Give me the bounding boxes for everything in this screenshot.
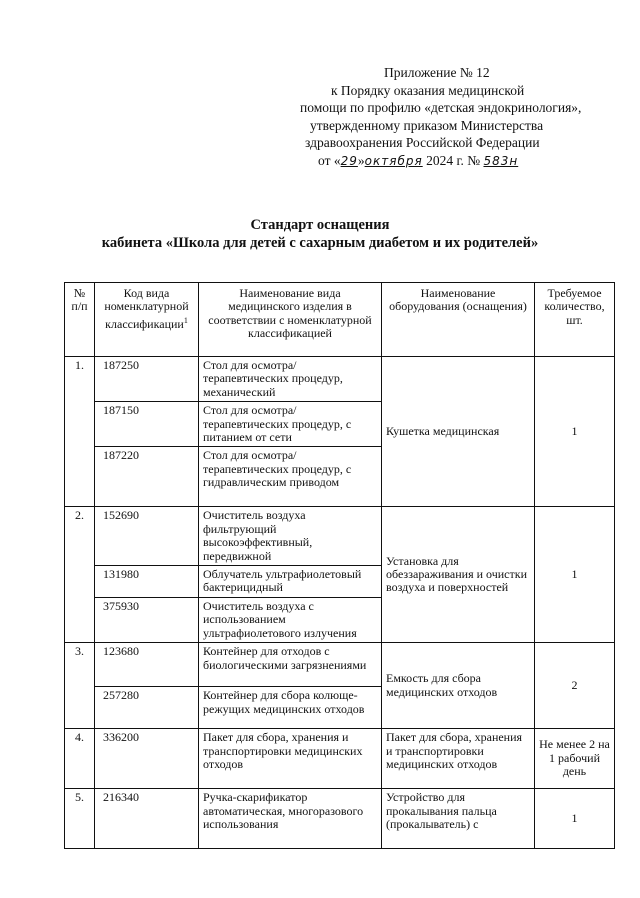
code-cell: 216340 — [95, 789, 199, 849]
date-prefix: от « — [318, 152, 341, 168]
code-cell: 336200 — [95, 729, 199, 789]
name-cell: Очиститель воздуха фильтрующий высокоэффективный, передвижной — [199, 507, 382, 566]
table-header-row — [65, 283, 615, 357]
document-title: Стандарт оснащения — [250, 217, 390, 233]
equipment-cell: Пакет для сбора, хранения и транспортировки медицинских отходов — [382, 729, 535, 789]
header-line: утвержденному приказом Министерства — [310, 117, 544, 133]
name-cell: Контейнер для отходов с биологическими загрязнениями — [199, 643, 382, 687]
code-cell: 375930 — [95, 597, 199, 642]
table-row — [65, 789, 615, 849]
equipment-cell: Кушетка медицинская — [382, 357, 535, 507]
equipment-cell: Установка для обеззараживания и очистки воздуха и поверхностей — [382, 507, 535, 643]
header-equipment: Наименование оборудования (оснащения) — [382, 283, 535, 357]
code-cell: 123680 — [95, 643, 199, 687]
table-row — [65, 507, 615, 566]
qty-cell: 1 — [535, 507, 615, 643]
name-cell: Стол для осмотра/терапевтических процедур, с гидравлическим приводом — [199, 447, 382, 507]
document-subtitle: кабинета «Школа для детей с сахарным диабетом и их родителей» — [101, 235, 539, 251]
equipment-cell: Устройство для прокалывания пальца (прокалыватель) с — [382, 789, 535, 849]
qty-cell: Не менее 2 на 1 рабочий день — [535, 729, 615, 789]
name-cell: Ручка-скарификатор автоматическая, многоразового использования — [199, 789, 382, 849]
row-num: 4. — [65, 729, 95, 789]
order-date-line — [250, 152, 630, 171]
name-cell: Контейнер для сбора колюще-режущих медицинских отходов — [199, 687, 382, 729]
document-header — [250, 64, 630, 170]
row-num: 1. — [65, 357, 95, 507]
name-cell: Облучатель ультрафиолетовый бактерицидный — [199, 566, 382, 598]
header-num: № п/п — [65, 283, 95, 357]
handwritten-order-number: 583н — [483, 153, 519, 168]
date-mid: » — [357, 152, 365, 168]
table-row — [65, 729, 615, 789]
handwritten-month: октября — [364, 153, 423, 168]
name-cell: Стол для осмотра/терапевтических процедур, механический — [199, 357, 382, 402]
equipment-table — [64, 282, 615, 849]
equipment-cell: Емкость для сбора медицинских отходов — [382, 643, 535, 729]
header-line: здравоохранения Российской Федерации — [305, 135, 540, 150]
code-cell: 257280 — [95, 687, 199, 729]
header-line: к Порядку оказания медицинской — [331, 82, 525, 98]
row-num: 2. — [65, 507, 95, 643]
header-line: помощи по профилю «детская эндокринология», — [300, 100, 582, 115]
header-code: Код вида номенклатурной классификации$^1$ — [95, 283, 199, 357]
footnote-marker: 1 — [183, 315, 188, 325]
code-cell: 131980 — [95, 566, 199, 598]
name-cell: Очиститель воздуха с использованием ультрафиолетового излучения — [199, 597, 382, 642]
code-cell: 187150 — [95, 402, 199, 447]
table-row — [65, 643, 615, 687]
qty-cell: 1 — [535, 357, 615, 507]
name-cell: Стол для осмотра/терапевтических процедур, с питанием от сети — [199, 402, 382, 447]
name-cell: Пакет для сбора, хранения и транспортировки медицинских отходов — [199, 729, 382, 789]
table-row — [65, 357, 615, 402]
qty-cell: 2 — [535, 643, 615, 729]
row-num: 3. — [65, 643, 95, 729]
code-cell: 187250 — [95, 357, 199, 402]
header-name: Наименование вида медицинского изделия в соответствии с номенклатурной классификацией — [199, 283, 382, 357]
code-cell: 152690 — [95, 507, 199, 566]
qty-cell: 1 — [535, 789, 615, 849]
appendix-number: Приложение № 12 — [384, 65, 490, 80]
code-cell: 187220 — [95, 447, 199, 507]
row-num: 5. — [65, 789, 95, 849]
header-qty: Требуемое количество, шт. — [535, 283, 615, 357]
handwritten-day: 29 — [340, 153, 358, 168]
date-year: 2024 г. № — [426, 152, 481, 168]
